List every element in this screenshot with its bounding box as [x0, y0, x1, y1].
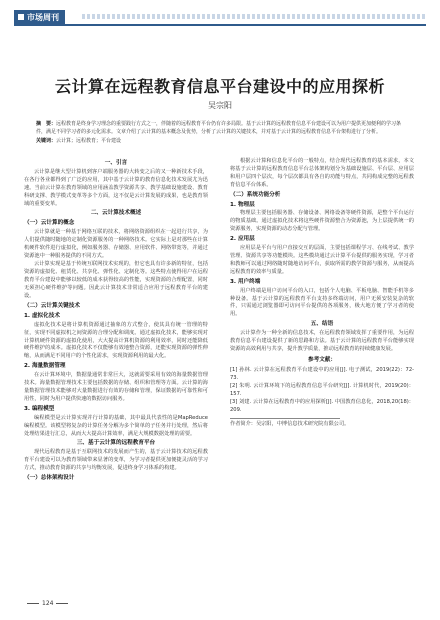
dash-left	[27, 603, 39, 604]
reference-item: [1] 孙林. 云计算在远程教育平台建设中的应用[J]. 电子测试，2019(22)：72-73.	[230, 366, 414, 381]
paragraph: 云计算作为一种全新的信息技术，在远程教育领域发挥了重要作用，为远程教育信息平台建设提供了新的思路和方法。基于云计算的远程教育平台能够实现资源的高效利用与共享，提升教学质量，推动远程教育的持续健康发展。	[230, 330, 414, 352]
abstract-text: 远程教育是终身学习理念的重要践行方式之一，伴随着的远程教育平台仍有许多局限。基于云计算的远程教育信息平台建设可以为用户提供更加便利的学习条件，满足不同学习者的多元化需求。文章介绍了云计算的基本概念及优势，分析了云计算的关键技术，并对基于云计算的远程教育信息平台架构进行了分析。	[36, 121, 402, 135]
paragraph: 编程模型是云计算实现并行计算的基础，其中最具代表性的是MapReduce编程模型。该模型将复杂的计算任务分解为多个简单的子任务并行处理，然后将处理结果进行汇总，从而大大提高计算效率，满足大规模数据处理的需要。	[24, 414, 208, 437]
article-title: 云计算在远程教育信息平台建设中的应用探析	[54, 77, 385, 96]
section-heading: 五、结语	[310, 321, 334, 328]
abstract-block	[36, 120, 404, 146]
subsubsection-heading: 2. 海量数据管理	[24, 363, 66, 370]
subsection-heading: （一）总体架构设计	[24, 475, 75, 482]
paragraph: 物理层主要包括服务器、存储设备、网络设备等硬件资源，是整个平台运行的物质基础。通过虚拟化技术将这些硬件资源整合为资源池，为上层提供统一的资源服务，实现资源的动态分配与管理。	[230, 210, 414, 233]
article-author: 吴宗阳	[208, 101, 232, 110]
abstract-label: 摘 要：	[36, 121, 57, 127]
subsection-heading: （一）云计算的概念	[24, 220, 75, 227]
subsubsection-heading: 1. 物理层	[230, 201, 255, 208]
subsubsection-heading: 3. 编程模型	[24, 405, 55, 412]
left-column	[24, 158, 208, 484]
journal-badge	[14, 10, 65, 25]
dash-right	[56, 603, 68, 604]
journal-header	[14, 10, 426, 26]
divider	[230, 418, 340, 419]
paragraph: 云计算实现是基于传统互联网技术实现的，但它也具有许多新的特征，包括资源的虚拟化、租赁化、共享化、弹性化、定制化等。这些特点使得用户在远程教育平台建设中能够以较低的成本获得较高的性能，实现资源的合理配置，同时无须担心硬件维护等问题。因此云计算技术非常适合应用于远程教育平台的建设。	[24, 261, 208, 299]
subsection-heading: （二）云计算关键技术	[24, 302, 80, 309]
reference-item: [2] 朱明. 云计算环境下的远程教育信息平台研究[J]. 计算机时代，2019(20)：157.	[230, 383, 414, 397]
paragraph: 现代远程教育是基于互联网技术的发展而产生的，基于云计算技术的远程教育平台建设可以为教育领域带来显著的变革，为学习者提供更加便捷灵活的学习方式，推动教育资源的共享与均衡发展，促进终身学习体系的构建。	[24, 449, 208, 472]
section-heading: 二、云计算技术概述	[90, 210, 142, 217]
references-heading: 参考文献：	[308, 356, 336, 363]
subsubsection-heading: 3. 用户终端	[230, 278, 261, 285]
paragraph: 虚拟化技术是将计算机资源通过抽象的方式整合，使其具有统一管理的特征，实现不同虚拟机之间资源的合理分配和调度。通过虚拟化技术，能够实现对计算机硬件资源的虚拟化使用，大大提高计算机资源的利用效率，同时还能降低硬件维护的成本。虚拟化技术不仅能够有效地整合资源，还能实现资源的弹性伸缩，从而满足不同用户的个性化需求，实现资源利用的最大化。	[24, 321, 208, 360]
section-heading: 一、引言	[104, 160, 128, 166]
page-number-value: 124	[42, 600, 54, 607]
subsection-heading: （二）系统功能分析	[230, 191, 281, 198]
page-number	[24, 600, 71, 607]
section-heading: 三、基于云计算的远程教育平台	[76, 440, 156, 447]
keywords-text: 云计算；远程教育；平台建设	[56, 138, 122, 144]
paragraph: 根据云计算和信息化平台的一般特点，结合现代远程教育的基本需求，本文将基于云计算的远程教育信息平台总体架构划分为基础设施层、平台层、应用层和用户层四个层次，每个层次都具有各自的功能与特点，共同构成完整的远程教育信息平台体系。	[230, 158, 414, 188]
keywords-label: 关键词：	[36, 138, 57, 144]
paragraph: 云计算就是一种基于网络互联的技术，将网络资源组织在一起进行共享，为人们提供随时随地的定制化资源服务的一种网络技术。它实际上是对那些在计算机硬件软件进行虚拟化，例如服务器、存储器、应用软件、网络带宽等，并通过资源池中一种服务提供的不同方式。	[24, 229, 208, 259]
paragraph: 用户终端是用户访问平台的入口，包括个人电脑、平板电脑、智能手机等多种设备。基于云计算的远程教育平台支持多终端访问，用户无须安装复杂的软件，只需通过浏览器即可访问平台提供的各项服务，极大地方便了学习者的使用。	[230, 287, 414, 318]
square-icon	[18, 14, 24, 20]
right-column	[230, 158, 414, 430]
paragraph: 应用层是平台与用户直接交互的层面，主要包括课程学习、在线考试、教学管理、资源共享等功能模块。这些模块通过云计算平台提供的服务实现，学习者和教师可以通过网络随时随地访问平台，获取所需的教学资源与服务，从而提高远程教育的效率与质量。	[230, 245, 414, 275]
paragraph: 在云计算环境中，数据量通常非常巨大，这就需要采用有效的海量数据管理技术。海量数据管理技术主要包括数据的存储、组织和管理等方面。云计算的海量数据管理技术能够对大量数据进行有效的存储和管理，保证数据的可靠性和可用性，同时为用户提供快速的数据访问服务。	[24, 372, 208, 402]
paragraph: 云计算是继大型计算机到客户端服务器的大转变之后的又一种新技术手段，在各行各业都得到了广泛的应用，其中基于云计算的教育信息化技术发展尤为迅速。当前云计算在教育领域的应用涵盖教学资源共享、教学基础设施建设、教育科研支撑、教学模式变革等多个方面，这不仅是云计算发展的成果，也是教育领域的重要变革。	[24, 168, 208, 207]
author-note: 作者简介：吴宗阳，中博信息技术研究院有限公司。	[230, 421, 350, 428]
subsubsection-heading: 1. 虚拟化技术	[24, 312, 60, 319]
journal-name: 市场周刊	[27, 13, 59, 22]
subsubsection-heading: 2. 应用层	[230, 236, 255, 243]
reference-item: [3] 刘建. 云计算在远程教育中的应用探析[J]. 中国教育信息化，2018,20(18)：209.	[230, 399, 414, 414]
header-stripe	[82, 14, 426, 19]
